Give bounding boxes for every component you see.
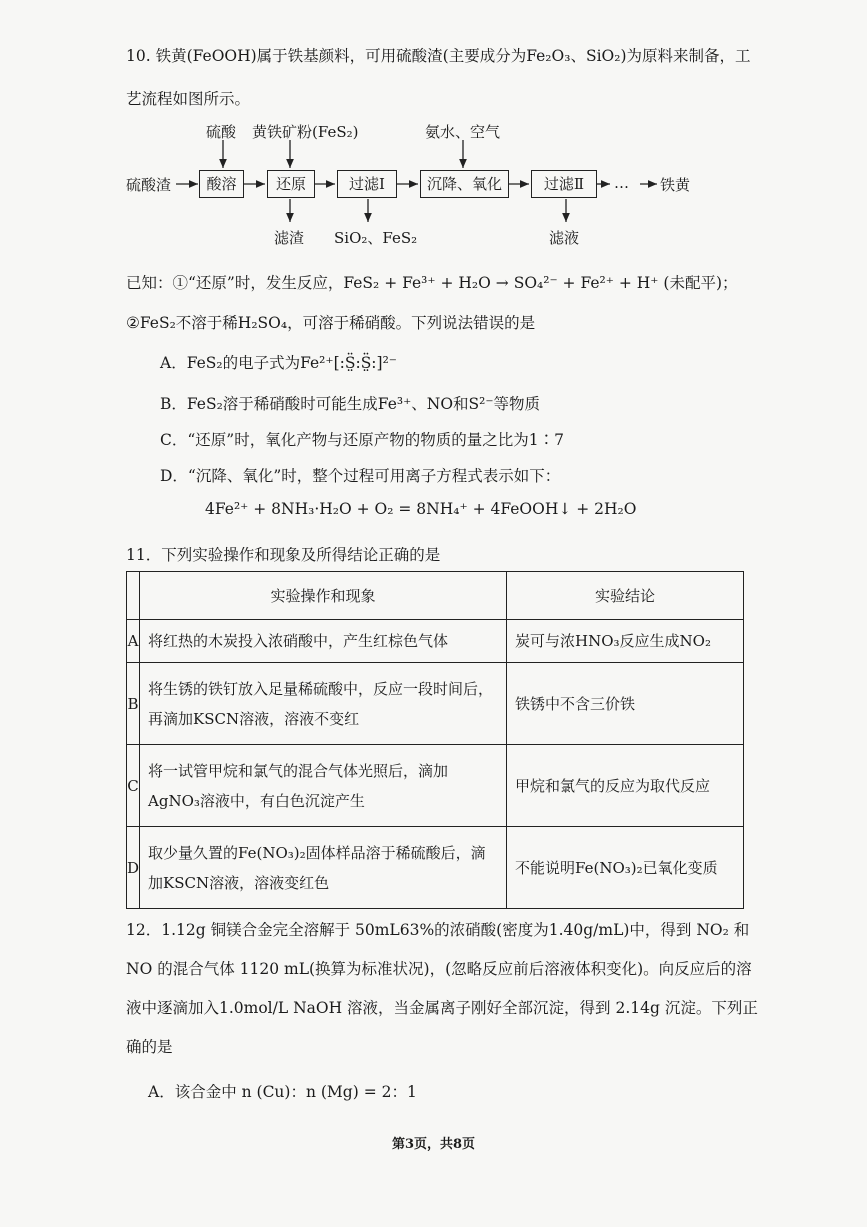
table-header-operation: 实验操作和现象 [140, 572, 507, 620]
table-row [127, 745, 744, 827]
table-row [127, 827, 744, 909]
flow-end-label: 铁黄 [660, 176, 691, 194]
row-key: C [127, 745, 140, 827]
q10-option-d: D．“沉降、氧化”时，整个过程可用离子方程式表示如下： [160, 467, 561, 485]
row-conclusion: 炭可与浓HNO₃反应生成NO₂ [507, 620, 744, 663]
row-key: B [127, 663, 140, 745]
q10-option-b: B．FeS₂溶于稀硝酸时可能生成Fe³⁺、NO和S²⁻等物质 [160, 395, 541, 413]
q12-line-1: 12．1.12g 铜镁合金完全溶解于 50mL63%的浓硝酸(密度为1.40g/mL)中，得到 NO₂ 和 [126, 921, 750, 939]
q11-title: 11．下列实验操作和现象及所得结论正确的是 [126, 546, 441, 564]
row-conclusion: 不能说明Fe(NO₃)₂已氧化变质 [507, 827, 744, 909]
table-header-conclusion: 实验结论 [507, 572, 744, 620]
row-operation: 取少量久置的Fe(NO₃)₂固体样品溶于稀硫酸后，滴加KSCN溶液，溶液变红色 [140, 827, 507, 909]
q12-line-2: NO 的混合气体 1120 mL(换算为标准状况)，(忽略反应前后溶液体积变化)。向反应后的溶 [126, 960, 752, 978]
flow-output-residue: 滤渣 [274, 229, 305, 247]
row-conclusion: 铁锈中不含三价铁 [507, 663, 744, 745]
table-header-row [127, 572, 744, 620]
row-operation: 将生锈的铁钉放入足量稀硫酸中，反应一段时间后，再滴加KSCN溶液，溶液不变红 [140, 663, 507, 745]
q10-known-1: 已知：①“还原”时，发生反应，FeS₂ + Fe³⁺ + H₂O → SO₄²⁻ + Fe²⁺ + H⁺ (未配平)； [126, 274, 738, 292]
row-operation: 将一试管甲烷和氯气的混合气体光照后，滴加AgNO₃溶液中，有白色沉淀产生 [140, 745, 507, 827]
flow-step-filter-2: 过滤Ⅱ [531, 170, 597, 198]
row-key: D [127, 827, 140, 909]
row-operation: 将红热的木炭投入浓硝酸中，产生红棕色气体 [140, 620, 507, 663]
experiment-table [126, 571, 744, 909]
table-row [127, 663, 744, 745]
flow-input-sulfuric-acid: 硫酸 [206, 123, 237, 141]
flow-ellipsis: … [614, 174, 629, 192]
flow-start-label: 硫酸渣 [126, 176, 172, 194]
q12-line-3: 液中逐滴加入1.0mol/L NaOH 溶液，当金属离子刚好全部沉淀，得到 2.14g 沉淀。下列正 [126, 999, 758, 1017]
page-footer: 第3页，共8页 [391, 1137, 476, 1152]
row-key: A [127, 620, 140, 663]
q12-option-a: A．该合金中 n (Cu)：n (Mg) = 2：1 [148, 1083, 417, 1101]
q12-line-4: 确的是 [126, 1038, 173, 1056]
flow-input-ammonia-air: 氨水、空气 [425, 123, 501, 141]
flow-step-settle-oxidize: 沉降、氧化 [420, 170, 509, 198]
row-conclusion: 甲烷和氯气的反应为取代反应 [507, 745, 744, 827]
table-row [127, 620, 744, 663]
table-header-key [127, 572, 140, 620]
q10-known-2: ②FeS₂不溶于稀H₂SO₄，可溶于稀硝酸。下列说法错误的是 [126, 314, 536, 332]
flow-step-acid-dissolve: 酸溶 [199, 170, 244, 198]
flow-step-reduce: 还原 [267, 170, 315, 198]
flow-input-pyrite: 黄铁矿粉(FeS₂) [252, 123, 359, 141]
flow-output-filtrate: 滤液 [549, 229, 580, 247]
q10-option-c: C．“还原”时，氧化产物与还原产物的物质的量之比为1∶7 [160, 431, 564, 449]
flow-step-filter-1: 过滤Ⅰ [337, 170, 397, 198]
flow-output-sio2-fes2: SiO₂、FeS₂ [334, 229, 418, 247]
q10-option-a: A．FeS₂的电子式为Fe²⁺[:S̤̈:S̤̈:]²⁻ [160, 354, 397, 372]
q10-equation: 4Fe²⁺ + 8NH₃·H₂O + O₂ = 8NH₄⁺ + 4FeOOH↓ + 2H₂O [205, 500, 637, 518]
q10-line-1: 10. 铁黄(FeOOH)属于铁基颜料，可用硫酸渣(主要成分为Fe₂O₃、SiO₂)为原料来制备，工 [126, 47, 751, 65]
q10-line-2: 艺流程如图所示。 [126, 90, 251, 108]
